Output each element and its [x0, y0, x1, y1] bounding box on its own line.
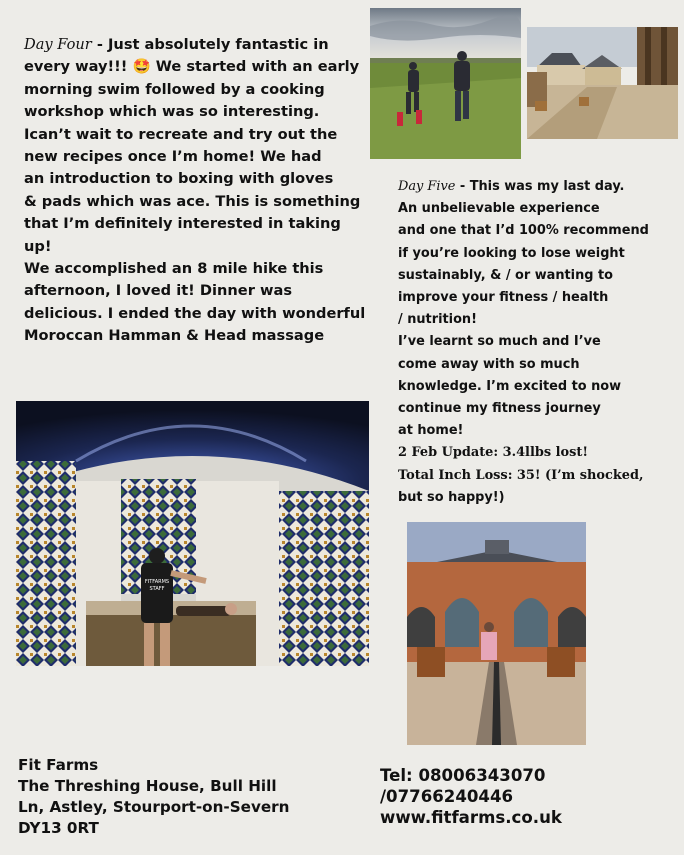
- day-five-line-2: An unbelievable experience: [398, 201, 600, 217]
- day-four-entry: [24, 34, 374, 348]
- address-line-1: The Threshing House, Bull Hill: [18, 777, 277, 795]
- day-five-line-7: / nutrition!: [398, 312, 477, 328]
- day-four-line-10: up!: [24, 237, 52, 255]
- day-five-line-4: if you’re looking to lose weight: [398, 245, 625, 261]
- day-four-line-4: workshop which was so interesting.: [24, 103, 320, 121]
- telephone-2[interactable]: /07766240446: [380, 787, 514, 806]
- address-line-2: Ln, Astley, Stourport-on-Severn: [18, 798, 290, 816]
- day-four-line-12: afternoon, I loved it! Dinner was: [24, 282, 293, 300]
- contact-block: [380, 765, 562, 828]
- day-four-line-14: Moroccan Hamman & Head massage: [24, 327, 325, 345]
- day-four-line-7: an introduction to boxing with gloves: [24, 170, 334, 188]
- website-link[interactable]: www.fitfarms.co.uk: [380, 808, 562, 827]
- hammam-massage-photo: [16, 401, 369, 666]
- day-four-line-9: that I’m definitely interested in taking: [24, 215, 341, 233]
- moorish-courtyard-photo: [407, 522, 586, 745]
- day-four-line-8: & pads which was ace. This is something: [24, 192, 361, 210]
- inch-loss-line-2: but so happy!): [398, 489, 505, 505]
- day-four-line-13: delicious. I ended the day with wonderful: [24, 304, 366, 322]
- day-five-line-5: sustainably, & / or wanting to: [398, 267, 614, 283]
- day-four-line-5: Ican’t wait to recreate and try out the: [24, 125, 338, 143]
- shirt-text-2: STAFF: [149, 586, 165, 592]
- inch-loss-line-1: Total Inch Loss: 35! (I’m shocked,: [398, 467, 644, 483]
- weight-update: 2 Feb Update: 3.4llbs lost!: [398, 445, 588, 461]
- day-five-line-11: continue my fitness journey: [398, 401, 601, 417]
- field-walk-photo: [370, 8, 521, 159]
- courtyard-buildings-photo: [527, 27, 678, 139]
- day-five-heading: Day Five: [398, 179, 456, 194]
- day-five-line-3: and one that I’d 100% recommend: [398, 223, 649, 239]
- day-four-line-2: every way!!! 🤩 We started with an early: [24, 58, 360, 76]
- day-five-line-10: knowledge. I’m excited to now: [398, 378, 622, 394]
- day-five-line-9: come away with so much: [398, 356, 580, 372]
- day-four-line-1: Day Four - Just absolutely fantastic in: [24, 36, 329, 53]
- postcode: DY13 0RT: [18, 819, 99, 837]
- address-block: [18, 755, 289, 839]
- day-five-line-8: I’ve learnt so much and I’ve: [398, 334, 601, 350]
- business-name: Fit Farms: [18, 756, 99, 774]
- day-five-line-12: at home!: [398, 423, 464, 439]
- day-four-line-6: new recipes once I’m home! We had: [24, 148, 322, 166]
- telephone-1[interactable]: Tel: 08006343070: [380, 766, 546, 785]
- day-five-entry: [398, 176, 660, 509]
- day-four-heading: Day Four: [24, 36, 92, 53]
- shirt-text-1: FITFARMS: [144, 579, 170, 585]
- day-five-line-6: improve your fitness / health: [398, 290, 609, 306]
- day-five-line-1: Day Five - This was my last day.: [398, 179, 625, 194]
- day-four-line-3: morning swim followed by a cooking: [24, 80, 325, 98]
- day-four-line-11: We accomplished an 8 mile hike this: [24, 260, 324, 278]
- star-struck-emoji-icon: 🤩: [132, 58, 151, 76]
